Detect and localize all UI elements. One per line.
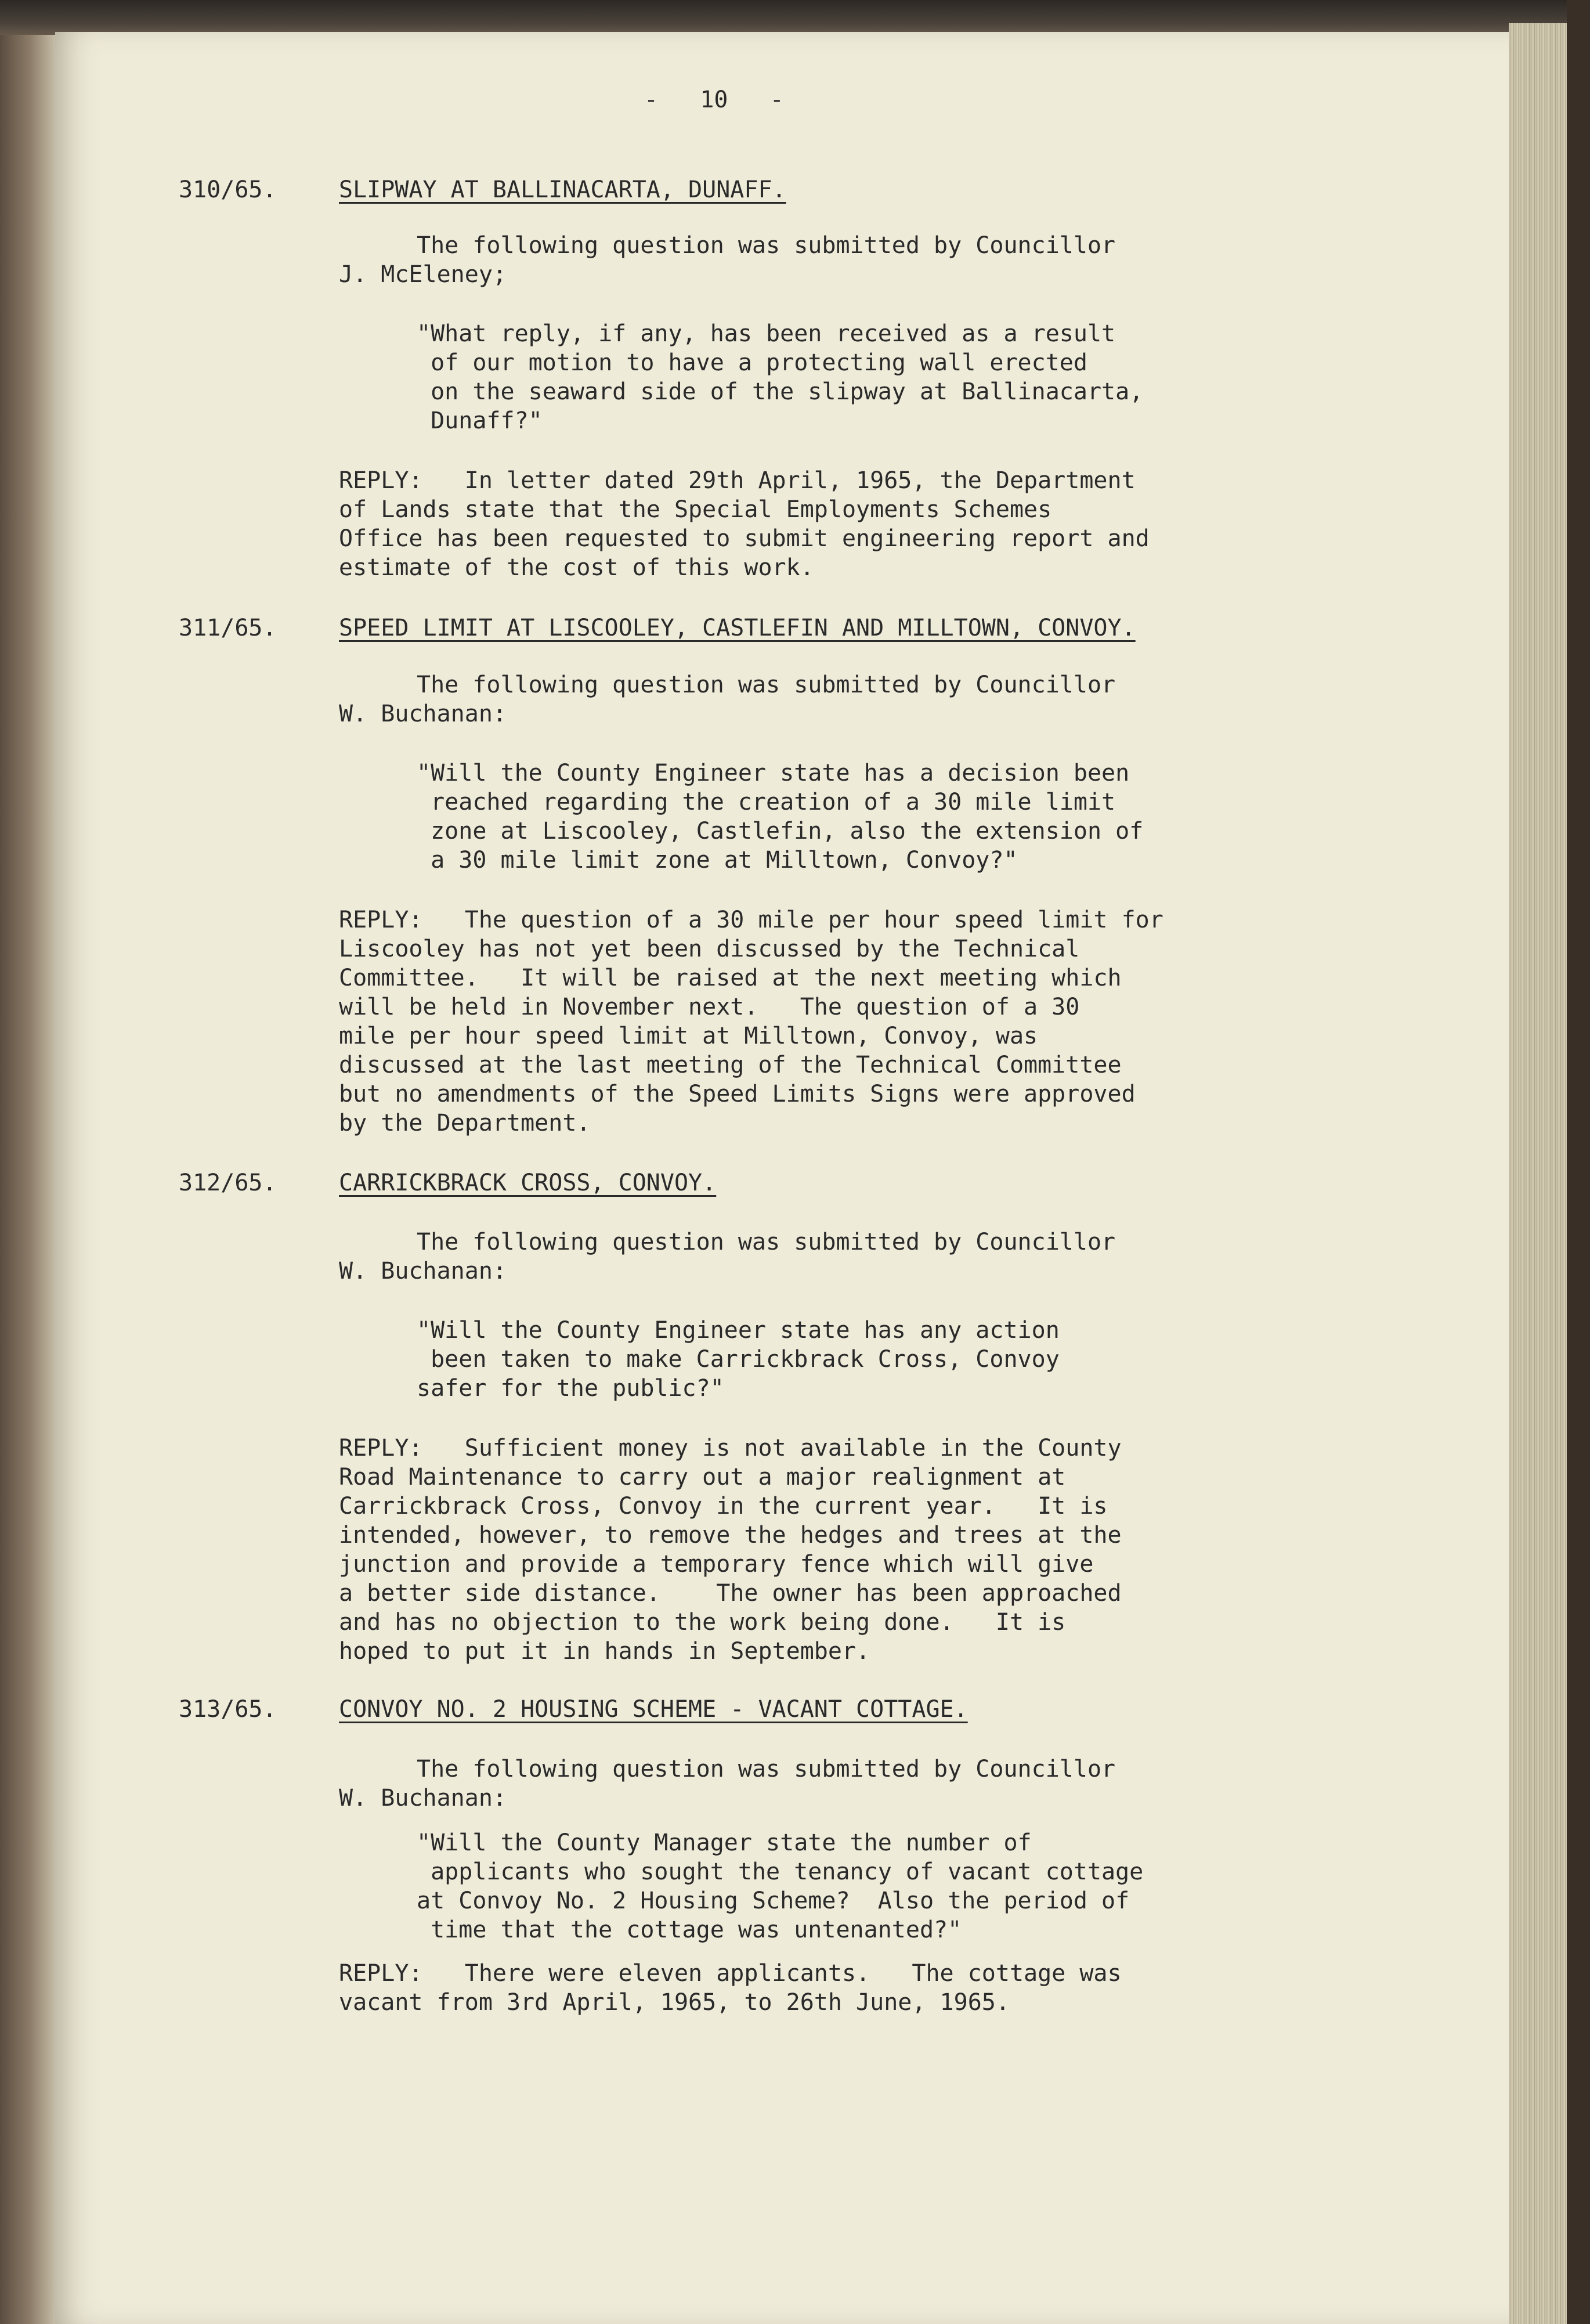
question-line: reached regarding the creation of a 30 mile limit xyxy=(417,789,1116,815)
reply-line: Committee. It will be raised at the next meeting which xyxy=(339,965,1122,991)
question-line: "Will the County Engineer state has any action xyxy=(417,1317,1060,1344)
item-number: 312/65. xyxy=(179,1170,277,1196)
intro-line: W. Buchanan: xyxy=(339,701,507,727)
reply-line: REPLY: In letter dated 29th April, 1965, the Department xyxy=(339,467,1136,494)
question-line: "Will the County Engineer state has a decision been xyxy=(417,760,1130,786)
question-line: time that the cottage was untenanted?" xyxy=(417,1917,962,1943)
question-line: safer for the public?" xyxy=(417,1375,724,1402)
reply-line: REPLY: The question of a 30 mile per hour speed limit for xyxy=(339,907,1163,933)
question-line: applicants who sought the tenancy of vacant cottage xyxy=(417,1859,1144,1885)
reply-line: and has no objection to the work being done. It is xyxy=(339,1609,1066,1636)
reply-line: mile per hour speed limit at Milltown, Convoy, was xyxy=(339,1023,1038,1049)
item-title: SLIPWAY AT BALLINACARTA, DUNAFF. xyxy=(339,176,786,203)
reply-line: hoped to put it in hands in September. xyxy=(339,1638,870,1665)
question-line: "What reply, if any, has been received as a result xyxy=(417,320,1116,347)
reply-line: REPLY: Sufficient money is not available in the County xyxy=(339,1435,1122,1461)
item-title: SPEED LIMIT AT LISCOOLEY, CASTLEFIN AND MILLTOWN, CONVOY. xyxy=(339,615,1136,641)
intro-line: W. Buchanan: xyxy=(339,1785,507,1811)
reply-line: estimate of the cost of this work. xyxy=(339,554,814,581)
page-number: - 10 - xyxy=(644,86,784,113)
intro-line: The following question was submitted by Councillor xyxy=(417,672,1116,698)
reply-line: Office has been requested to submit engineering report and xyxy=(339,525,1150,552)
question-line: on the seaward side of the slipway at Ballinacarta, xyxy=(417,378,1144,405)
reply-line: discussed at the last meeting of the Technical Committee xyxy=(339,1052,1122,1078)
reply-line: Road Maintenance to carry out a major realignment at xyxy=(339,1464,1066,1491)
intro-line: W. Buchanan: xyxy=(339,1258,507,1284)
item-number: 313/65. xyxy=(179,1696,277,1723)
intro-line: J. McEleney; xyxy=(339,261,507,288)
reply-line: vacant from 3rd April, 1965, to 26th June, 1965. xyxy=(339,1989,1010,2016)
reply-line: REPLY: There were eleven applicants. The cottage was xyxy=(339,1960,1122,1987)
question-line: zone at Liscooley, Castlefin, also the extension of xyxy=(417,818,1144,845)
reply-line: junction and provide a temporary fence which will give xyxy=(339,1551,1094,1578)
question-line: been taken to make Carrickbrack Cross, Convoy xyxy=(417,1346,1060,1373)
question-line: at Convoy No. 2 Housing Scheme? Also the period of xyxy=(417,1888,1130,1914)
intro-line: The following question was submitted by Councillor xyxy=(417,1756,1116,1782)
intro-line: The following question was submitted by Councillor xyxy=(417,232,1116,259)
reply-line: will be held in November next. The question of a 30 xyxy=(339,994,1080,1020)
reply-line: by the Department. xyxy=(339,1110,591,1136)
intro-line: The following question was submitted by Councillor xyxy=(417,1229,1116,1255)
reply-line: but no amendments of the Speed Limits Signs were approved xyxy=(339,1081,1136,1107)
item-number: 311/65. xyxy=(179,615,277,641)
reply-line: Liscooley has not yet been discussed by the Technical xyxy=(339,936,1080,962)
item-number: 310/65. xyxy=(179,176,277,203)
reply-line: intended, however, to remove the hedges and trees at the xyxy=(339,1522,1122,1549)
reply-line: a better side distance. The owner has been approached xyxy=(339,1580,1122,1607)
reply-line: Carrickbrack Cross, Convoy in the current year. It is xyxy=(339,1493,1108,1520)
item-title: CONVOY NO. 2 HOUSING SCHEME - VACANT COTTAGE. xyxy=(339,1696,968,1723)
reply-line: of Lands state that the Special Employments Schemes xyxy=(339,496,1052,523)
question-line: "Will the County Manager state the number of xyxy=(417,1829,1032,1856)
question-line: a 30 mile limit zone at Milltown, Convoy?" xyxy=(417,847,1018,874)
question-line: Dunaff?" xyxy=(417,407,543,434)
item-title: CARRICKBRACK CROSS, CONVOY. xyxy=(339,1170,717,1196)
question-line: of our motion to have a protecting wall erected xyxy=(417,349,1087,376)
